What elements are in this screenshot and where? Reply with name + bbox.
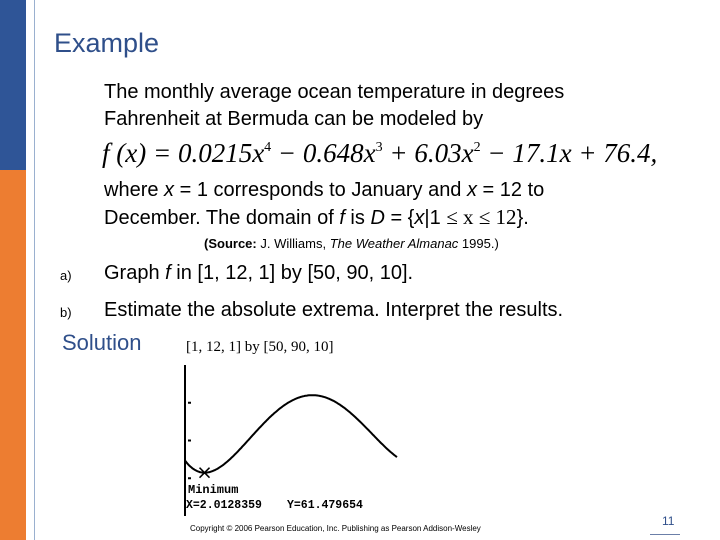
item-a-f: f — [165, 262, 171, 284]
source-title: The Weather Almanac — [329, 236, 459, 251]
domain-text-e: }. — [516, 207, 529, 229]
domain-text-a: December. The domain of — [104, 207, 340, 229]
formula-exp-2: 2 — [473, 140, 481, 155]
domain-inequality: ≤ x ≤ 12 — [446, 205, 517, 229]
formula-term-3: + 6.03x — [382, 138, 474, 168]
divider-line — [34, 0, 35, 540]
accent-bar-top — [0, 0, 26, 170]
minimum-y-readout: Y=61.479654 — [287, 499, 363, 512]
where-x: x — [164, 179, 175, 201]
item-a-pre: Graph — [104, 262, 166, 284]
formula-term-2: − 0.648x — [271, 138, 376, 168]
formula-exp-4: 4 — [264, 140, 272, 155]
minimum-x-readout: X=2.0128359 — [186, 499, 262, 512]
where-x-2: x — [467, 179, 477, 201]
function-curve — [185, 395, 397, 473]
source-author: J. Williams, — [256, 236, 330, 251]
domain-text-d: |1 — [424, 207, 447, 229]
item-b-marker: b) — [60, 305, 72, 320]
page-number: 11 — [662, 514, 675, 528]
intro-line-2: Fahrenheit at Bermuda can be modeled by — [104, 108, 484, 130]
item-b-text: Estimate the absolute extrema. Interpret the results. — [104, 299, 564, 321]
formula-term-4: − 17.1x + 76.4, — [480, 138, 658, 168]
domain-x: x — [414, 207, 425, 229]
item-a-post: in [1, 12, 1] by [50, 90, 10]. — [170, 262, 414, 284]
item-a-text — [104, 262, 413, 285]
domain-text-b: is — [344, 207, 371, 229]
source-label: (Source: — [204, 236, 257, 251]
formula-lhs: f (x) = 0.0215x — [102, 138, 265, 168]
minimum-label: Minimum — [188, 483, 239, 497]
domain-f: f — [339, 207, 345, 229]
intro-line-1: The monthly average ocean temperature in degrees — [104, 81, 565, 103]
domain-text-c: = { — [384, 207, 415, 229]
copyright-notice: Copyright © 2006 Pearson Education, Inc. Publishing as Pearson Addison-Wesley — [190, 524, 481, 533]
accent-bar-bottom — [0, 170, 26, 540]
page-number-rule — [650, 534, 680, 535]
formula-exp-3: 3 — [375, 140, 383, 155]
domain-D: D — [370, 207, 385, 229]
domain-line — [104, 204, 529, 232]
source-citation — [204, 236, 499, 251]
slide-title: Example — [54, 28, 160, 58]
calculator-graph — [183, 365, 400, 516]
item-a-marker: a) — [60, 268, 72, 283]
where-line — [104, 177, 544, 204]
calculator-window-label: [1, 12, 1] by [50, 90, 10] — [186, 339, 334, 355]
where-text-b: = 1 corresponds to January and — [174, 179, 467, 201]
function-formula — [102, 138, 657, 169]
source-year: 1995.) — [458, 236, 499, 251]
where-text-a: where — [104, 179, 165, 201]
where-text-c: = 12 to — [477, 179, 545, 201]
solution-heading: Solution — [62, 330, 142, 355]
calculator-screen — [183, 365, 400, 516]
